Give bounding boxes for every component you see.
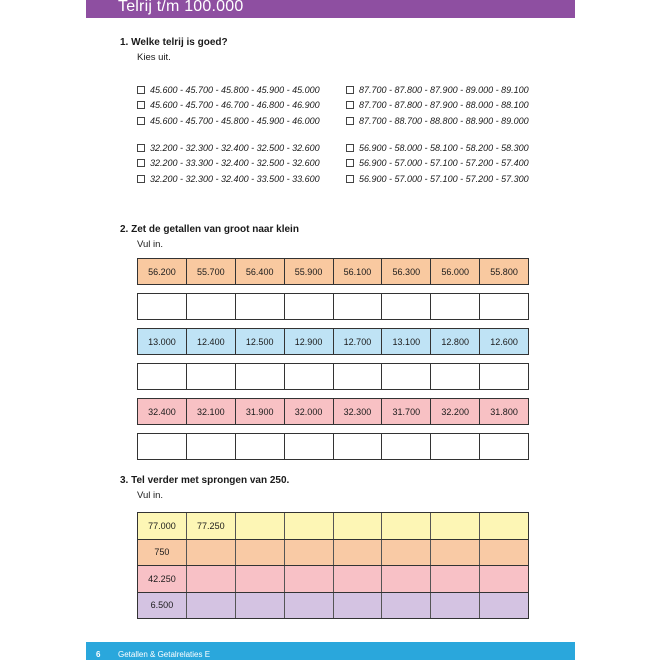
checkbox[interactable] — [137, 117, 145, 125]
given-number: 13.100 — [382, 329, 431, 354]
option-label: 45.600 - 45.700 - 45.800 - 45.900 - 45.000 — [150, 84, 320, 95]
answer-cell[interactable] — [431, 434, 480, 459]
option-item[interactable] — [137, 113, 337, 129]
answer-cell[interactable] — [138, 434, 187, 459]
q1-title: 1. Welke telrij is goed? — [120, 37, 228, 48]
count-cell: 42.250 — [138, 566, 187, 592]
answer-cell[interactable] — [285, 434, 334, 459]
answer-row — [137, 293, 529, 320]
answer-cell[interactable] — [431, 294, 480, 319]
answer-cell[interactable] — [138, 364, 187, 389]
answer-cell[interactable] — [334, 593, 383, 619]
answer-cell[interactable] — [382, 593, 431, 619]
answer-cell[interactable] — [285, 294, 334, 319]
answer-cell[interactable] — [334, 513, 383, 539]
given-number: 12.500 — [236, 329, 285, 354]
option-item[interactable] — [346, 140, 546, 156]
page-number: 6 — [96, 650, 101, 659]
answer-cell[interactable] — [187, 540, 236, 566]
option-item[interactable] — [346, 155, 546, 171]
answer-cell[interactable] — [431, 566, 480, 592]
count-row — [138, 593, 528, 619]
count-cell: 77.000 — [138, 513, 187, 539]
answer-cell[interactable] — [334, 434, 383, 459]
answer-cell[interactable] — [285, 364, 334, 389]
answer-cell[interactable] — [480, 540, 528, 566]
given-number: 55.900 — [285, 259, 334, 284]
option-label: 45.600 - 45.700 - 45.800 - 45.900 - 46.000 — [150, 115, 320, 126]
answer-cell[interactable] — [334, 566, 383, 592]
answer-row — [137, 433, 529, 460]
given-number: 32.000 — [285, 399, 334, 424]
answer-cell[interactable] — [138, 294, 187, 319]
answer-cell[interactable] — [285, 566, 334, 592]
answer-cell[interactable] — [382, 566, 431, 592]
option-item[interactable] — [137, 98, 337, 114]
count-row — [138, 540, 528, 567]
q2-title: 2. Zet de getallen van groot naar klein — [120, 224, 299, 235]
option-label: 45.600 - 45.700 - 46.700 - 46.800 - 46.900 — [150, 100, 320, 111]
answer-cell[interactable] — [480, 294, 528, 319]
given-number: 56.200 — [138, 259, 187, 284]
given-number: 12.400 — [187, 329, 236, 354]
answer-cell[interactable] — [236, 513, 285, 539]
answer-cell[interactable] — [382, 364, 431, 389]
option-label: 32.200 - 32.300 - 32.400 - 32.500 - 32.600 — [150, 142, 320, 153]
answer-cell[interactable] — [187, 566, 236, 592]
answer-cell[interactable] — [334, 294, 383, 319]
answer-cell[interactable] — [334, 364, 383, 389]
answer-cell[interactable] — [431, 513, 480, 539]
page-title: Telrij t/m 100.000 — [118, 0, 244, 15]
option-item[interactable] — [346, 82, 546, 98]
checkbox[interactable] — [137, 86, 145, 94]
option-label: 87.700 - 87.800 - 87.900 - 89.000 - 89.100 — [359, 84, 529, 95]
option-label: 56.900 - 57.000 - 57.100 - 57.200 - 57.300 — [359, 173, 529, 184]
given-number: 56.300 — [382, 259, 431, 284]
count-row — [138, 513, 528, 540]
answer-cell[interactable] — [480, 513, 528, 539]
count-cell: 6.500 — [138, 593, 187, 619]
number-row-given — [137, 398, 529, 425]
answer-cell[interactable] — [431, 593, 480, 619]
answer-cell[interactable] — [236, 540, 285, 566]
given-number: 32.100 — [187, 399, 236, 424]
option-item[interactable] — [346, 98, 546, 114]
given-number: 13.000 — [138, 329, 187, 354]
answer-cell[interactable] — [382, 434, 431, 459]
answer-cell[interactable] — [236, 294, 285, 319]
checkbox[interactable] — [346, 101, 354, 109]
answer-cell[interactable] — [187, 364, 236, 389]
checkbox[interactable] — [137, 159, 145, 167]
count-table — [137, 512, 529, 619]
count-cell: 750 — [138, 540, 187, 566]
option-label: 87.700 - 88.700 - 88.800 - 88.900 - 89.000 — [359, 115, 529, 126]
answer-cell[interactable] — [236, 566, 285, 592]
answer-cell[interactable] — [285, 593, 334, 619]
given-number: 12.900 — [285, 329, 334, 354]
answer-cell[interactable] — [431, 364, 480, 389]
checkbox[interactable] — [346, 144, 354, 152]
answer-cell[interactable] — [431, 540, 480, 566]
answer-cell[interactable] — [480, 566, 528, 592]
option-label: 56.900 - 57.000 - 57.100 - 57.200 - 57.400 — [359, 158, 529, 169]
answer-cell[interactable] — [236, 364, 285, 389]
answer-row — [137, 363, 529, 390]
page-footer — [86, 642, 575, 660]
count-cell: 77.250 — [187, 513, 236, 539]
given-number: 55.700 — [187, 259, 236, 284]
option-label: 32.200 - 32.300 - 32.400 - 33.500 - 33.600 — [150, 173, 320, 184]
given-number: 31.900 — [236, 399, 285, 424]
answer-cell[interactable] — [382, 513, 431, 539]
given-number: 31.800 — [490, 406, 518, 417]
count-row — [138, 566, 528, 593]
checkbox[interactable] — [346, 117, 354, 125]
checkbox[interactable] — [346, 159, 354, 167]
q1-left-options — [137, 82, 337, 187]
option-item[interactable] — [346, 171, 546, 187]
given-number: 32.200 — [431, 399, 480, 424]
answer-cell[interactable] — [480, 434, 528, 459]
number-row-given — [137, 258, 529, 285]
option-label: 87.700 - 87.800 - 87.900 - 88.000 - 88.100 — [359, 100, 529, 111]
checkbox[interactable] — [346, 175, 354, 183]
answer-cell[interactable] — [480, 364, 528, 389]
given-number: 56.100 — [334, 259, 383, 284]
answer-cell[interactable] — [382, 540, 431, 566]
option-item[interactable] — [346, 113, 546, 129]
given-number: 12.600 — [490, 336, 518, 347]
q3-title: 3. Tel verder met sprongen van 250. — [120, 475, 290, 486]
answer-cell[interactable] — [187, 593, 236, 619]
checkbox[interactable] — [346, 86, 354, 94]
given-number: 12.800 — [431, 329, 480, 354]
given-number: 56.400 — [236, 259, 285, 284]
given-number: 32.300 — [334, 399, 383, 424]
answer-cell[interactable] — [236, 593, 285, 619]
checkbox[interactable] — [137, 101, 145, 109]
given-number: 56.000 — [431, 259, 480, 284]
answer-cell[interactable] — [285, 540, 334, 566]
given-number: 12.700 — [334, 329, 383, 354]
answer-cell[interactable] — [382, 294, 431, 319]
q2-instruction: Vul in. — [137, 239, 164, 250]
checkbox[interactable] — [137, 175, 145, 183]
option-label: 32.200 - 33.300 - 32.400 - 32.500 - 32.600 — [150, 158, 320, 169]
option-item[interactable] — [137, 82, 337, 98]
page-header — [86, 0, 575, 18]
given-number: 55.800 — [490, 266, 518, 277]
answer-cell[interactable] — [187, 294, 236, 319]
q1-right-options — [346, 82, 546, 187]
option-item[interactable] — [137, 171, 337, 187]
option-item[interactable] — [137, 140, 337, 156]
answer-cell[interactable] — [187, 434, 236, 459]
footer-text: Getallen & Getalrelaties E — [118, 650, 211, 659]
option-label: 56.900 - 58.000 - 58.100 - 58.200 - 58.300 — [359, 142, 529, 153]
answer-cell[interactable] — [285, 513, 334, 539]
answer-cell[interactable] — [480, 593, 528, 619]
answer-cell[interactable] — [236, 434, 285, 459]
given-number: 31.700 — [382, 399, 431, 424]
q1-instruction: Kies uit. — [137, 52, 171, 63]
number-row-given — [137, 328, 529, 355]
given-number: 32.400 — [138, 399, 187, 424]
checkbox[interactable] — [137, 144, 145, 152]
answer-cell[interactable] — [334, 540, 383, 566]
option-item[interactable] — [137, 155, 337, 171]
q3-instruction: Vul in. — [137, 490, 164, 501]
